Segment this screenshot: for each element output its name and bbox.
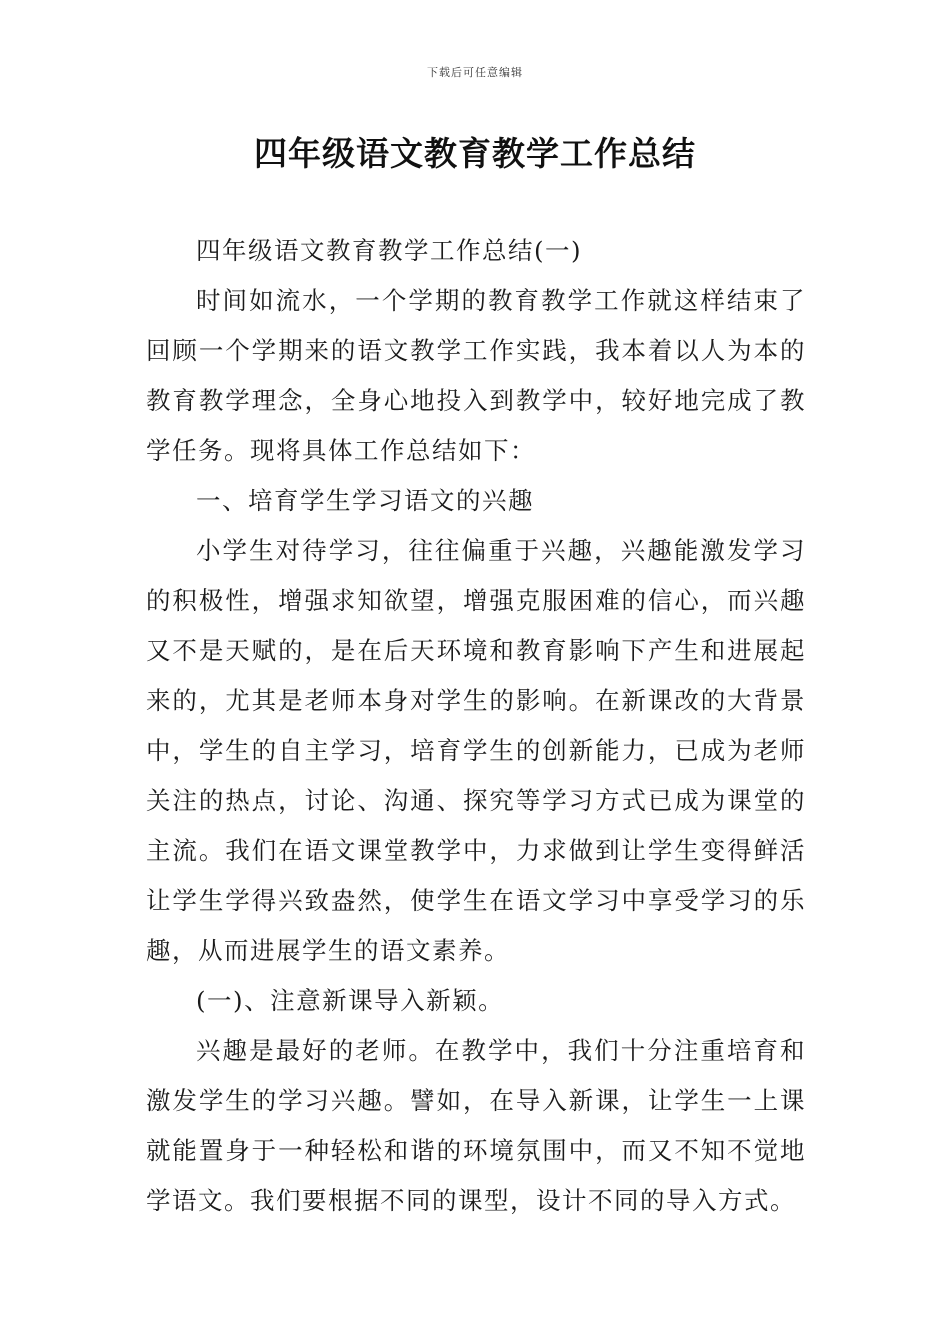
header-note: 下载后可任意编辑 [427,66,523,79]
subsection-heading-1: (一)、注意新课导入新颖。 [196,986,505,1015]
document-body [146,226,806,1226]
intro-paragraph: 时间如流水，一个学期的教育教学工作就这样结束了 回顾一个学期来的语文教学工作实践，我本着以人为本的教育教学理念，全身心地投入到教学中，较好地完成了教学任务。现将具体工作总结如下： [146,286,806,465]
document-title: 四年级语文教育教学工作总结 [254,134,696,173]
subtitle-paragraph: 四年级语文教育教学工作总结(一) [196,236,583,265]
section-heading-1: 一、培育学生学习语文的兴趣 [196,486,534,515]
body-paragraph: 小学生对待学习，往往偏重于兴趣，兴趣能激发学习的积极性，增强求知欲望，增强克服困难的信心，而兴趣又不是天赋的，是在后天环境和教育影响下产生和进展起来的，尤其是老师本身对学生的影响。在新课改的大背景中，学生的自主学习，培育学生的创新能力，已成为老师关注的热点，讨论、沟通、探究等学习方式已成为课堂的主流。我们在语文课堂教学中，力求做到让学生变得鲜活让学生学得兴致盎然，使学生在语文学习中享受学习的乐趣，从而进展学生的语文素养。 [146,536,806,965]
body-paragraph: 兴趣是最好的老师。在教学中，我们十分注重培育和激发学生的学习兴趣。譬如，在导入新课，让学生一上课就能置身于一种轻松和谐的环境氛围中，而又不知不觉地学语文。我们要根据不同的课型，设计不同的导入方式。 [146,1036,806,1215]
